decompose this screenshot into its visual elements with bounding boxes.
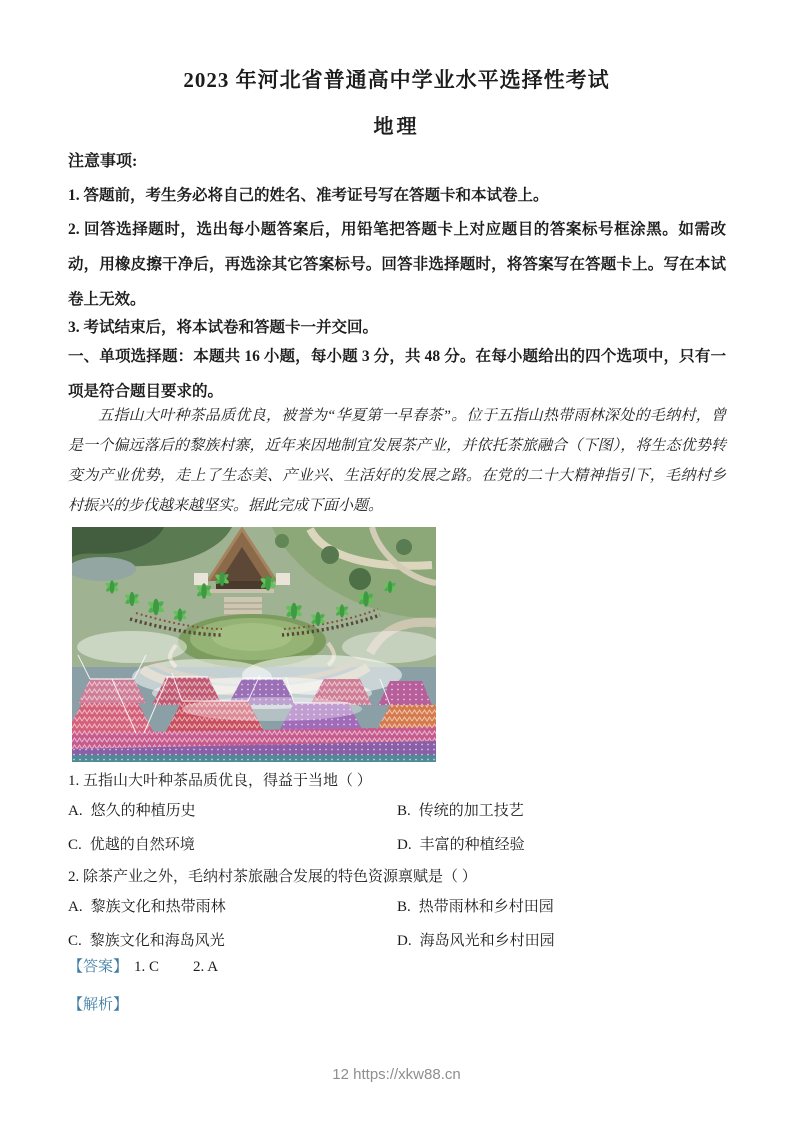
page-footer-url: 12 https://xkw88.cn <box>332 1066 461 1083</box>
question-2-options <box>68 897 726 951</box>
option-2c <box>68 931 397 951</box>
option-1c-text: 优越的自然环境 <box>89 837 195 853</box>
answer-line <box>68 957 726 977</box>
question-1-options <box>68 801 726 855</box>
option-2c-text: 黎族文化和海岛风光 <box>89 933 225 949</box>
question-1-stem: 1. 五指山大叶种茶品质优良，得益于当地（ ） <box>68 773 372 789</box>
option-2d-label: D. <box>397 933 412 949</box>
notice-item-1: 1. 答题前，考生务必将自己的姓名、准考证号写在答题卡和本试卷上。 <box>68 187 549 204</box>
option-1d-label: D. <box>397 837 412 853</box>
option-1a <box>68 801 397 821</box>
analysis-line <box>68 995 726 1015</box>
page-title: 2023 年河北省普通高中学业水平选择性考试 <box>183 68 610 92</box>
option-1c <box>68 835 397 855</box>
option-2b-label: B. <box>397 899 411 915</box>
option-2d <box>397 931 726 951</box>
option-2c-label: C. <box>68 933 82 949</box>
option-1b-label: B. <box>397 803 411 819</box>
reading-passage: 五指山大叶种茶品质优良，被誉为“华夏第一早春茶”。位于五指山热带雨林深处的毛纳村，曾是一个偏远落后的黎族村寨，近年来因地制宜发展茶产业，并依托茶旅融合（下图），将生态优势转变为产业优势，走上了生态美、产业兴、生活好的发展之路。在党的二十大精神指引下，毛纳村乡村振兴的步伐越来越坚实。据此完成下面小题。 <box>68 408 726 514</box>
tea-tourism-photo <box>72 527 436 762</box>
answer-label: 【答案】 <box>68 959 129 975</box>
option-1b <box>397 801 726 821</box>
question-2-stem: 2. 除茶产业之外，毛纳村茶旅融合发展的特色资源禀赋是（ ） <box>68 869 477 885</box>
option-1a-text: 悠久的种植历史 <box>90 803 196 819</box>
answer-item-1: 1. C <box>134 959 160 975</box>
option-2a <box>68 897 397 917</box>
subject-title: 地理 <box>373 116 420 138</box>
option-2b <box>397 897 726 917</box>
analysis-label: 【解析】 <box>68 997 129 1013</box>
notice-item-3: 3. 考试结束后，将本试卷和答题卡一并交回。 <box>68 319 379 336</box>
notice-item-2: 2. 回答选择题时，选出每小题答案后，用铅笔把答题卡上对应题目的答案标号框涂黑。如需改动，用橡皮擦干净后，再选涂其它答案标号。回答非选择题时，将答案写在答题卡上。写在本试卷上无效。 <box>68 221 726 308</box>
option-2a-text: 黎族文化和热带雨林 <box>90 899 226 915</box>
option-1d-text: 丰富的种植经验 <box>419 837 525 853</box>
option-1a-label: A. <box>68 803 83 819</box>
option-1d <box>397 835 726 855</box>
option-1c-label: C. <box>68 837 82 853</box>
answer-item-2: 2. A <box>193 959 219 975</box>
option-2d-text: 海岛风光和乡村田园 <box>419 933 555 949</box>
notice-heading: 注意事项: <box>68 153 138 170</box>
option-2b-text: 热带雨林和乡村田园 <box>418 899 554 915</box>
option-2a-label: A. <box>68 899 83 915</box>
option-1b-text: 传统的加工技艺 <box>418 803 524 819</box>
tea-tourism-photo-illustration <box>72 527 436 762</box>
section-heading: 一、单项选择题：本题共 16 小题，每小题 3 分，共 48 分。在每小题给出的四个选项中，只有一项是符合题目要求的。 <box>68 348 726 400</box>
